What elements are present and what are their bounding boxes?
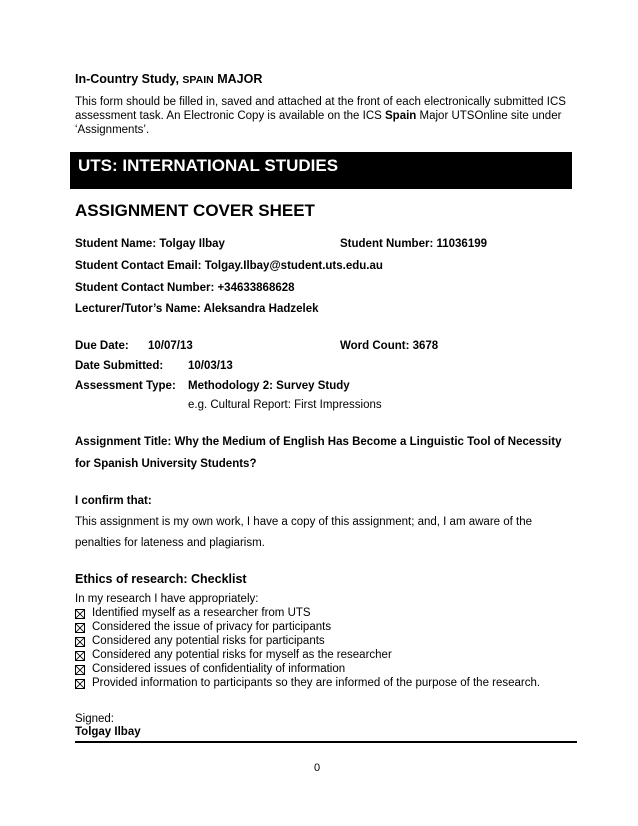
due-date-value: 10/07/13 [148, 340, 193, 352]
word-count: Word Count: 3678 [340, 340, 439, 352]
sheet-title: ASSIGNMENT COVER SHEET [75, 201, 315, 220]
assignment-title-line-1: Assignment Title: Why the Medium of English Has Become a Linguistic Tool of Necessity [75, 436, 562, 448]
checked-box-icon [75, 665, 85, 675]
signature-rule [75, 741, 577, 743]
form-instructions [75, 95, 575, 137]
ethics-intro: In my research I have appropriately: [75, 593, 259, 605]
signer-name: Tolgay Ilbay [75, 726, 141, 738]
checked-box-icon [75, 651, 85, 661]
student-number: Student Number: 11036199 [340, 238, 488, 250]
heading-suffix: MAJOR [217, 72, 263, 86]
checklist-item [75, 663, 345, 676]
instructions-text-2: Major UTSOnline site under ‘Assignments’. [75, 110, 562, 136]
student-phone: Student Contact Number: +34633868628 [75, 282, 295, 294]
checklist-item [75, 649, 392, 662]
assignment-title-line-2: for Spanish University Students? [75, 458, 257, 470]
checked-box-icon [75, 623, 85, 633]
student-email: Student Contact Email: Tolgay.Ilbay@student.uts.edu.au [75, 260, 383, 272]
lecturer-name: Lecturer/Tutor’s Name: Aleksandra Hadzelek [75, 303, 319, 315]
due-date-label: Due Date: [75, 340, 129, 352]
checklist-item [75, 635, 325, 648]
institution-banner: UTS: INTERNATIONAL STUDIES [70, 152, 572, 189]
instructions-text-1: This form should be filled in, saved and attached at the front of each electronically submitted ICS assessment task. An Electronic Copy is available on the ICS [75, 96, 566, 122]
checklist-item [75, 607, 311, 620]
checklist-item [75, 677, 540, 690]
checklist-item-label: Considered any potential risks for myself as the researcher [92, 649, 392, 661]
checklist-item-label: Considered issues of confidentiality of information [92, 663, 346, 675]
confirm-heading: I confirm that: [75, 495, 152, 507]
checklist-item [75, 621, 331, 634]
form-heading [75, 72, 262, 86]
assessment-type-example: e.g. Cultural Report: First Impressions [188, 399, 382, 411]
page-number: 0 [314, 762, 321, 774]
checked-box-icon [75, 609, 85, 619]
checked-box-icon [75, 637, 85, 647]
checklist-item-label: Considered any potential risks for participants [92, 635, 325, 647]
student-name: Student Name: Tolgay Ilbay [75, 238, 225, 250]
instructions-country-bold: Spain [385, 110, 417, 122]
checked-box-icon [75, 679, 85, 689]
signed-label: Signed: [75, 713, 115, 725]
assessment-type-value: Methodology 2: Survey Study [188, 380, 350, 392]
assessment-type-label: Assessment Type: [75, 380, 176, 392]
confirm-line-1: This assignment is my own work, I have a copy of this assignment; and, I am aware of the [75, 516, 533, 528]
heading-country: SPAIN [182, 74, 214, 86]
checklist-item-label: Provided information to participants so they are informed of the purpose of the research. [92, 677, 541, 689]
checklist-item-label: Identified myself as a researcher from UTS [92, 607, 311, 619]
confirm-line-2: penalties for lateness and plagiarism. [75, 537, 265, 549]
heading-prefix: In-Country Study, [75, 72, 179, 86]
date-submitted-label: Date Submitted: [75, 360, 164, 372]
date-submitted-value: 10/03/13 [188, 360, 233, 372]
ethics-heading: Ethics of research: Checklist [75, 572, 247, 586]
checklist-item-label: Considered the issue of privacy for participants [92, 621, 332, 633]
